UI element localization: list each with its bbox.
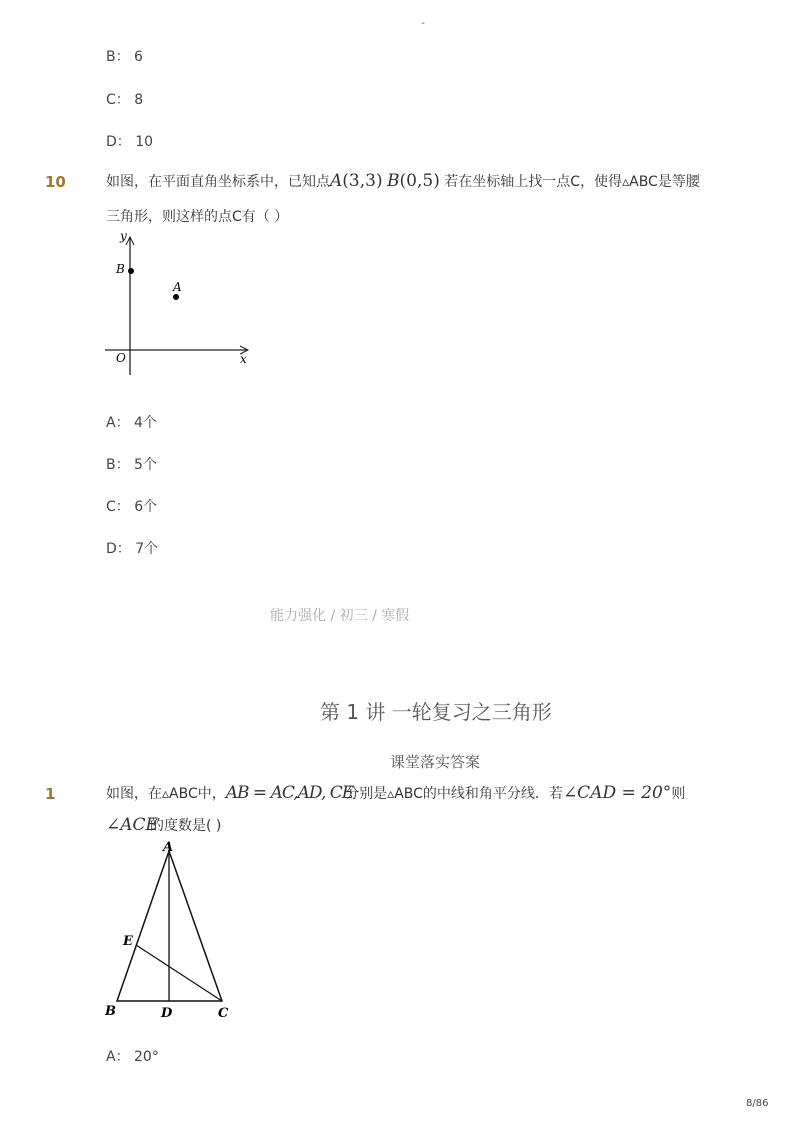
footer-breadcrumb: 能力强化 / 初三 / 寒假 (270, 608, 410, 624)
lecture-title: 第 1 讲 一轮复习之三角形 (320, 700, 552, 724)
option-b: B： 5个 (106, 457, 157, 473)
option-a: A： 20° (106, 1049, 159, 1065)
math: ∠CAD = 20° (562, 783, 672, 803)
triangle-figure (100, 835, 240, 1025)
page-number: 8/86 (746, 1098, 769, 1109)
text: ▵ABC是等腰 (622, 174, 700, 190)
text: 如图，在▵ABC中， (106, 786, 226, 802)
option-d: D： 10 (106, 134, 154, 150)
point-e-label: E (123, 934, 133, 949)
math: A (330, 171, 343, 191)
vertex-b-label: B (105, 1004, 116, 1019)
option-a: A： 4个 (106, 415, 157, 431)
option-c: C： 8 (106, 92, 144, 108)
text: 若在坐标轴上找一点C，使得 (439, 174, 623, 190)
question-number: 1 (45, 785, 56, 803)
question-text (106, 171, 700, 191)
vertex-c-label: C (218, 1006, 229, 1021)
text: 则 (671, 786, 686, 802)
bisector-ce (136, 945, 222, 1001)
option-c: C： 6个 (106, 499, 158, 515)
question-text (106, 783, 685, 803)
math: AB = AC,AD, CE (225, 783, 354, 803)
text: 分别是▵ABC的中线和角平分线．若 (345, 786, 563, 802)
a-label: A (173, 280, 182, 294)
question-text-line2 (106, 815, 221, 835)
option-b: B： 6 (106, 49, 143, 65)
b-label: B (116, 262, 125, 276)
x-label: x (240, 352, 247, 366)
question-text-line2: 三角形，则这样的点C有（ ） (106, 209, 289, 225)
origin-label: O (116, 351, 126, 365)
option-d: D： 7个 (106, 541, 159, 557)
point-b (128, 268, 134, 274)
y-label: y (120, 229, 127, 243)
text: 的度数是( ) (149, 818, 222, 834)
math: ∠ACE (106, 815, 158, 835)
vertex-a-label: A (163, 840, 174, 855)
section-title: 课堂落实答案 (390, 753, 481, 771)
text: 如图，在平面直角坐标系中，已知点 (106, 174, 330, 190)
math: B (387, 171, 400, 191)
question-number: 10 (45, 173, 66, 191)
math: (0,5) (399, 171, 440, 191)
coordinate-figure (100, 225, 260, 375)
point-a (173, 294, 179, 300)
point-d-label: D (161, 1006, 173, 1021)
math: (3,3) (342, 171, 383, 191)
header-mark: - (421, 16, 425, 29)
